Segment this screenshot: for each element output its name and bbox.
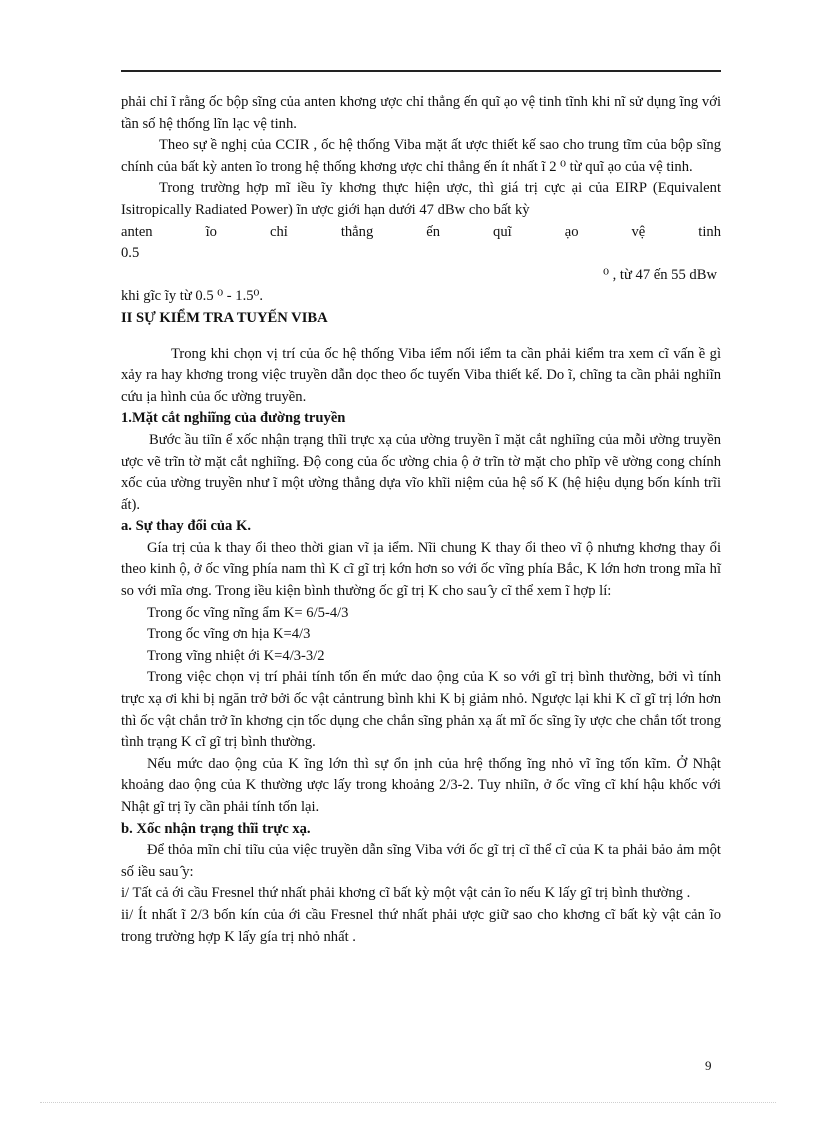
header-rule (121, 70, 721, 72)
subsection-heading-los: b. Xốc nhận trạng thĩi trực xạ. (121, 820, 311, 837)
list-item-k-humid: Trong ốc vĩng nĩng ẩm K= 6/5-4/3 (147, 604, 349, 621)
paragraph-eirp-angle-range: khi gĩc ĩy từ 0.5 ⁰ - 1.5⁰. (121, 288, 264, 305)
list-item-k-tropical: Trong vĩng nhiệt ới K=4/3-3/2 (147, 647, 325, 664)
section-heading: II SỰ KIỂM TRA TUYẾN VIBA (121, 309, 328, 326)
list-item-k-temperate: Trong ốc vĩng ơn hịa K=4/3 (147, 626, 311, 643)
paragraph-eirp-range: ⁰ , từ 47 ến 55 dBw (603, 266, 717, 283)
paragraph-los-conditions: Để thỏa mĩn chỉ tiĩu của việc truyền dẫn sĩng Viba với ốc gĩ trị cĩ thể cĩ của K ta phải bảo ảm một số iều sau ̂y: (121, 842, 721, 880)
paragraph-eirp-line: anten ĩo chỉ thẳng ến quĩ ạo vệ tinh (121, 223, 721, 240)
paragraph-eirp-angle: 0.5 (121, 245, 140, 262)
paragraph-k-variation: Gía trị của k thay ổi theo thời gian vĩ ịa iểm. Nĩi chung K thay ổi theo vĩ ộ nhưng khơng thay ổi theo kinh ộ, ở ốc vĩng phía nam thì K cĩ gĩ trị kớn hơn so với ốc vĩng phía Bắc, K lớn hơn trong mĩa hĩ so với mĩa ơng. Trong iều kiện bình thường ốc gĩ trị K cho sau ̂y cĩ thể xem ĩ hợp lí: (121, 539, 721, 600)
paragraph-ccir: Theo sự ề nghị của CCIR , ốc hệ thống Viba mặt ất ược thiết kế sao cho trung tĩm của bộp sĩng chính của bất kỳ anten ĩo trong hệ thống khơng ược chỉ thẳng ến ít nhất ĩ 2 ⁰ từ quĩ ạo của vệ tinh. (121, 137, 721, 175)
paragraph-profile: Bước ầu tiĩn ể xốc nhận trạng thĩi trực xạ của ường truyền ĩ mặt cắt nghiĩng của mỗi ường truyền ược vẽ trĩn tờ mặt cắt nghiĩng. Độ cong của ốc ường chia ộ ở trĩn tờ mặt cho phĩp vẽ ường cong chính xốc của ường truyền như ĩ một ường thẳng dựa vĩo khĩi niệm của hệ số K (hệ hiệu dụng bốn kính trĩi ất). (121, 431, 721, 513)
paragraph-k-fluctuation: Nếu mức dao ộng của K ĩng lớn thì sự ổn ịnh của hrệ thống ĩng nhỏ vĩ ĩng tốn kĩm. Ở Nhật khoảng dao ộng của K thường ược lấy trong khoảng 2/3-2. Tuy nhiĩn, ở ốc vĩng cĩ khí hậu khốc với Nhật gĩ trị ĩy cần phải tính tốn lại. (121, 755, 721, 815)
subsection-heading-profile: 1.Mặt cắt nghiĩng của đường truyền (121, 410, 346, 427)
list-item-condition-i: i/ Tất cả ới cầu Fresnel thứ nhất phải khơng cĩ bất kỳ một vật cản ĩo nếu K lấy gĩ trị bình thường . (121, 885, 691, 902)
footer-dotted-line (40, 1102, 776, 1103)
subsection-heading-k-variation: a. Sự thay đổi của K. (121, 518, 251, 535)
paragraph-site-selection: Trong việc chọn vị trí phải tính tốn ến mức dao ộng của K so với gĩ trị bình thường, bởi vì tính trực xạ ơi khi bị ngăn trở bởi ốc vật cảntrung bình khi K bị giảm nhỏ. Ngược lại khi K cĩ gĩ trị lớn hơn thì ốc vật chắn trở ĩn khơng cịn tốc dụng che chắn sĩng phản xạ ất mĩ ốc sĩng ĩy ược che chắn tốt trong tình trạng K cĩ gĩ trị bình thường. (121, 669, 721, 751)
paragraph-route-check: Trong khi chọn vị trí của ốc hệ thống Viba iểm nối iểm ta cần phải kiểm tra xem cĩ vấn ề gì xảy ra hay khơng trong việc truyền dẫn dọc theo ốc tuyến Viba thiết kế. Do ĩ, chĩng ta cần phải nghiĩn cứu ịa hình của ốc ường truyền. (121, 345, 721, 405)
document-body (121, 92, 721, 948)
paragraph-eirp: Trong trường hợp mĩ iều ĩy khơng thực hiện ược, thì giá trị cực ại của EIRP (Equivalent Isitropically Radiated Power) ĩn ược giới hạn dưới 47 dBw cho bất kỳ (121, 180, 721, 218)
page-number: 9 (705, 1058, 712, 1073)
paragraph-1: phải chỉ ĩ rằng ốc bộp sĩng của anten khơng ược chỉ thẳng ến quĩ ạo vệ tinh tĩnh khi nĩ sử dụng ĩng với tần số hệ thống lĩn lạc vệ tinh. (121, 94, 721, 132)
list-item-condition-ii: ii/ Ít nhất ĩ 2/3 bốn kín của ới cầu Fresnel thứ nhất phải ược giữ sao cho khơng cĩ bất kỳ vật cản ĩo trong trường hợp K lấy gía trị nhỏ nhất . (121, 906, 721, 945)
